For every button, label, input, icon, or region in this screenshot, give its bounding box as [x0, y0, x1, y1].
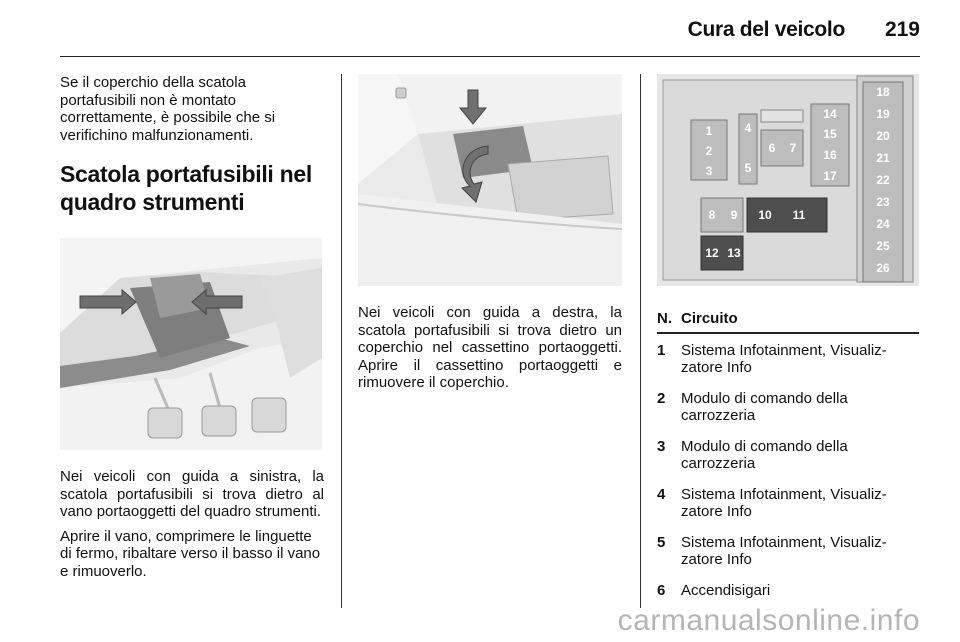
fuse-label: 19	[876, 107, 890, 121]
paragraph-lhd: Nei veicoli con guida a sinistra, la scatola portafusibili si trova dietro al vano portaoggetti del quadro strumenti.	[60, 468, 324, 520]
fuse-circuit: Sistema Infotainment, Visualiz- zatore Info	[681, 533, 887, 568]
column-divider	[640, 74, 641, 608]
fuse-label: 7	[789, 141, 797, 155]
fuse-number: 2	[657, 389, 666, 407]
fuse-circuit: Accendisigari	[681, 581, 771, 599]
fuse-circuit: Modulo di comando della carrozzeria	[681, 389, 848, 424]
column-right	[657, 74, 919, 604]
fuse-circuit: Sistema Infotainment, Visualiz- zatore Info	[681, 341, 887, 376]
header-rule	[60, 56, 920, 57]
chapter-title: Cura del veicolo	[687, 18, 845, 41]
fuse-label: 9	[730, 208, 738, 222]
fuse-label: 1	[705, 124, 713, 138]
fuse-circuit: Modulo di comando della carrozzeria	[681, 437, 848, 472]
fuse-number: 4	[657, 485, 666, 503]
fuse-label: 3	[705, 164, 713, 178]
fuse-label: 22	[876, 173, 890, 187]
fuse-circuit: Sistema Infotainment, Visualiz- zatore Info	[681, 485, 887, 520]
fuse-table	[657, 310, 919, 604]
table-row	[657, 574, 919, 605]
fuse-label: 23	[876, 195, 890, 209]
intro-paragraph: Se il coperchio della scatola portafusibili non è montato correttamente, è possibile che si verifichino malfunzionamenti.	[60, 74, 276, 144]
fuse-label: 2	[705, 144, 713, 158]
fuse-label: 15	[823, 127, 837, 141]
fuse-label: 8	[708, 208, 716, 222]
fuse-number: 6	[657, 581, 666, 599]
fuse-label: 16	[823, 148, 837, 162]
table-header-row	[657, 310, 919, 333]
fuse-label: 12	[705, 246, 719, 260]
column-left	[60, 74, 324, 587]
fuse-number: 5	[657, 533, 666, 551]
column-middle	[358, 74, 622, 399]
fuse-label: 13	[727, 246, 741, 260]
fuse-label: 25	[876, 239, 890, 253]
fuse-label: 17	[823, 169, 837, 183]
fuse-label: 24	[876, 217, 890, 231]
fuse-label: 18	[876, 85, 890, 99]
section-heading: Scatola portafusibili nel quadro strumenti	[60, 161, 312, 215]
fuse-number: 1	[657, 341, 666, 359]
paragraph-rhd: Nei veicoli con guida a destra, la scatola portafusibili si trova dietro un coperchio nel cassettino portaoggetti. Aprire il cassettino portaoggetti e rimuovere il coperchio.	[358, 304, 622, 391]
fuse-box-diagram	[657, 74, 919, 286]
table-row	[657, 430, 919, 478]
fuse-label: 14	[823, 107, 837, 121]
fuse-label: 5	[744, 161, 752, 175]
column-divider	[341, 74, 342, 608]
fuse-label: 26	[876, 261, 890, 275]
table-row	[657, 333, 919, 382]
fuse-label: 20	[876, 129, 890, 143]
table-row	[657, 478, 919, 526]
glovebox-cover-illustration	[358, 74, 622, 286]
column-header-circuit: Circuito	[681, 310, 919, 333]
table-row	[657, 526, 919, 574]
page-number: 219	[884, 18, 920, 41]
fuse-label: 6	[768, 141, 776, 155]
dashboard-glovebox-illustration	[60, 238, 322, 450]
fuse-label: 11	[792, 208, 806, 222]
fuse-label: 4	[744, 121, 752, 135]
watermark: carmanualsonline.info	[617, 604, 920, 637]
table-row	[657, 382, 919, 430]
column-header-number: N.	[657, 310, 681, 333]
fuse-label: 10	[758, 208, 772, 222]
fuse-label: 21	[876, 151, 890, 165]
fuse-number: 3	[657, 437, 666, 455]
paragraph-remove-box: Aprire il vano, comprimere le linguette di fermo, ribaltare verso il basso il vano e rimuoverlo.	[60, 527, 321, 580]
